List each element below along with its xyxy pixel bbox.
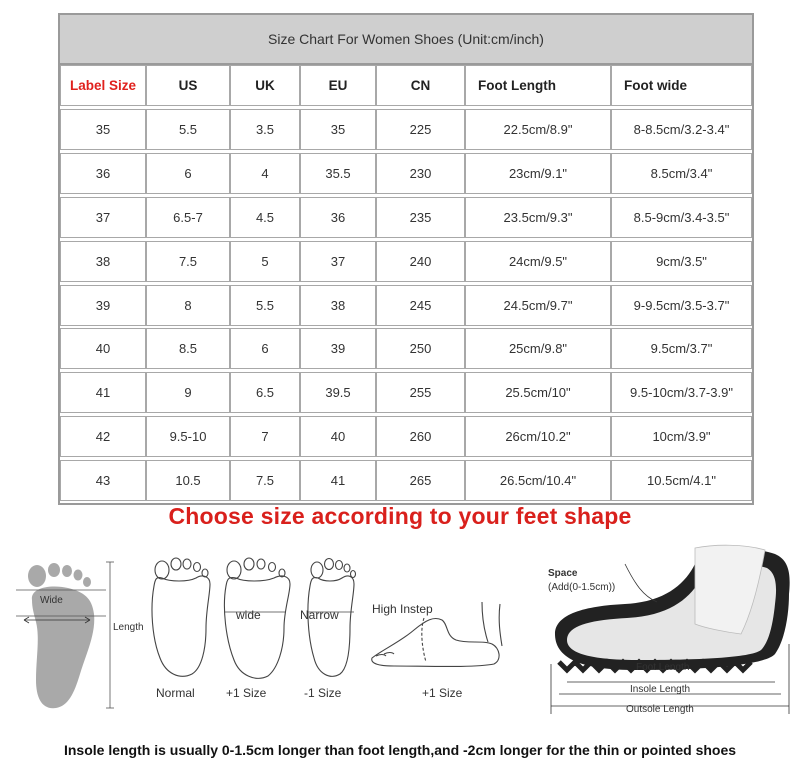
table-cell: 8-8.5cm/3.2-3.4" bbox=[611, 109, 752, 150]
wide-inner-label: wide bbox=[236, 608, 261, 622]
table-cell: 24cm/9.5" bbox=[465, 241, 611, 282]
high-instep-caption: +1 Size bbox=[422, 686, 463, 700]
table-header-cell: Foot wide bbox=[611, 65, 752, 106]
foot-sole-diagram bbox=[10, 558, 160, 728]
table-row bbox=[60, 328, 752, 371]
table-cell: 265 bbox=[376, 460, 465, 501]
table-cell: 6 bbox=[146, 153, 230, 194]
table-cell: 39 bbox=[60, 285, 146, 326]
table-row bbox=[60, 153, 752, 196]
wide-label: Wide bbox=[40, 595, 63, 606]
table-cell: 10.5 bbox=[146, 460, 230, 501]
table-cell: 23cm/9.1" bbox=[465, 153, 611, 194]
table-cell: 10.5cm/4.1" bbox=[611, 460, 752, 501]
table-cell: 240 bbox=[376, 241, 465, 282]
table-cell: 35 bbox=[300, 109, 376, 150]
table-row bbox=[60, 416, 752, 459]
narrow-inner-label: Narrow bbox=[300, 608, 339, 622]
table-cell: 9.5cm/3.7" bbox=[611, 328, 752, 369]
normal-foot-icon bbox=[152, 558, 210, 676]
table-cell: 39 bbox=[300, 328, 376, 369]
table-cell: 38 bbox=[300, 285, 376, 326]
table-cell: 38 bbox=[60, 241, 146, 282]
table-title: Size Chart For Women Shoes (Unit:cm/inch) bbox=[60, 15, 752, 65]
table-cell: 40 bbox=[60, 328, 146, 369]
table-cell: 36 bbox=[60, 153, 146, 194]
table-cell: 26cm/10.2" bbox=[465, 416, 611, 457]
table-cell: 245 bbox=[376, 285, 465, 326]
shoe-cross-section-diagram bbox=[545, 544, 795, 724]
table-cell: 4 bbox=[230, 153, 300, 194]
table-cell: 9.5-10cm/3.7-3.9" bbox=[611, 372, 752, 413]
table-row bbox=[60, 372, 752, 415]
table-cell: 3.5 bbox=[230, 109, 300, 150]
table-cell: 8.5-9cm/3.4-3.5" bbox=[611, 197, 752, 238]
table-cell: 40 bbox=[300, 416, 376, 457]
table-cell: 36 bbox=[300, 197, 376, 238]
space-note: (Add(0-1.5cm)) bbox=[548, 582, 616, 593]
feet-outlines bbox=[140, 548, 370, 698]
table-cell: 7.5 bbox=[230, 460, 300, 501]
table-header-row bbox=[60, 65, 752, 108]
table-header-cell: EU bbox=[300, 65, 376, 106]
table-cell: 37 bbox=[300, 241, 376, 282]
table-cell: 250 bbox=[376, 328, 465, 369]
table-cell: 9 bbox=[146, 372, 230, 413]
insole-length-label: Insole Length bbox=[630, 684, 691, 695]
table-cell: 9-9.5cm/3.5-3.7" bbox=[611, 285, 752, 326]
table-row bbox=[60, 285, 752, 328]
headline: Choose size according to your feet shape bbox=[168, 503, 632, 529]
foot-sole-icon bbox=[28, 563, 94, 708]
table-row bbox=[60, 197, 752, 240]
table-cell: 6.5-7 bbox=[146, 197, 230, 238]
illustrations bbox=[0, 540, 800, 740]
table-cell: 230 bbox=[376, 153, 465, 194]
table-cell: 225 bbox=[376, 109, 465, 150]
table-cell: 23.5cm/9.3" bbox=[465, 197, 611, 238]
table-cell: 41 bbox=[60, 372, 146, 413]
table-cell: 10cm/3.9" bbox=[611, 416, 752, 457]
table-cell: 37 bbox=[60, 197, 146, 238]
table-cell: 5.5 bbox=[230, 285, 300, 326]
table-header-cell: UK bbox=[230, 65, 300, 106]
table-cell: 22.5cm/8.9" bbox=[465, 109, 611, 150]
table-cell: 25.5cm/10" bbox=[465, 372, 611, 413]
table-cell: 260 bbox=[376, 416, 465, 457]
table-cell: 35 bbox=[60, 109, 146, 150]
table-cell: 235 bbox=[376, 197, 465, 238]
table-cell: 5.5 bbox=[146, 109, 230, 150]
table-cell: 6 bbox=[230, 328, 300, 369]
shoe-icon bbox=[555, 545, 790, 670]
table-header-cell: Label Size bbox=[60, 65, 146, 106]
table-cell: 43 bbox=[60, 460, 146, 501]
table-cell: 8.5cm/3.4" bbox=[611, 153, 752, 194]
outsole-length-label: Outsole Length bbox=[626, 704, 694, 715]
table-header-cell: US bbox=[146, 65, 230, 106]
table-cell: 8.5 bbox=[146, 328, 230, 369]
minus-size-caption: -1 Size bbox=[304, 686, 342, 700]
table-cell: 9.5-10 bbox=[146, 416, 230, 457]
table-cell: 7 bbox=[230, 416, 300, 457]
table-cell: 39.5 bbox=[300, 372, 376, 413]
table-cell: 6.5 bbox=[230, 372, 300, 413]
table-cell: 7.5 bbox=[146, 241, 230, 282]
table-cell: 8 bbox=[146, 285, 230, 326]
table-cell: 4.5 bbox=[230, 197, 300, 238]
footnote: Insole length is usually 0-1.5cm longer than foot length,and -2cm longer for the thin or pointed shoes bbox=[63, 742, 737, 758]
table-cell: 42 bbox=[60, 416, 146, 457]
table-cell: 26.5cm/10.4" bbox=[465, 460, 611, 501]
length-label: Length bbox=[113, 622, 144, 633]
table-header-cell: CN bbox=[376, 65, 465, 106]
table-cell: 35.5 bbox=[300, 153, 376, 194]
table-cell: 41 bbox=[300, 460, 376, 501]
table-cell: 25cm/9.8" bbox=[465, 328, 611, 369]
table-row bbox=[60, 241, 752, 284]
normal-caption: Normal bbox=[156, 686, 195, 700]
table-cell: 24.5cm/9.7" bbox=[465, 285, 611, 326]
plus-size-caption: +1 Size bbox=[226, 686, 267, 700]
size-chart-table bbox=[58, 13, 754, 505]
foot-length-label: Foot Length bbox=[636, 662, 690, 673]
table-cell: 9cm/3.5" bbox=[611, 241, 752, 282]
high-instep-title: High Instep bbox=[372, 602, 433, 616]
table-cell: 5 bbox=[230, 241, 300, 282]
space-label: Space bbox=[548, 568, 578, 579]
table-row bbox=[60, 460, 752, 503]
table-header-cell: Foot Length bbox=[465, 65, 611, 106]
table-row bbox=[60, 109, 752, 152]
table-cell: 255 bbox=[376, 372, 465, 413]
